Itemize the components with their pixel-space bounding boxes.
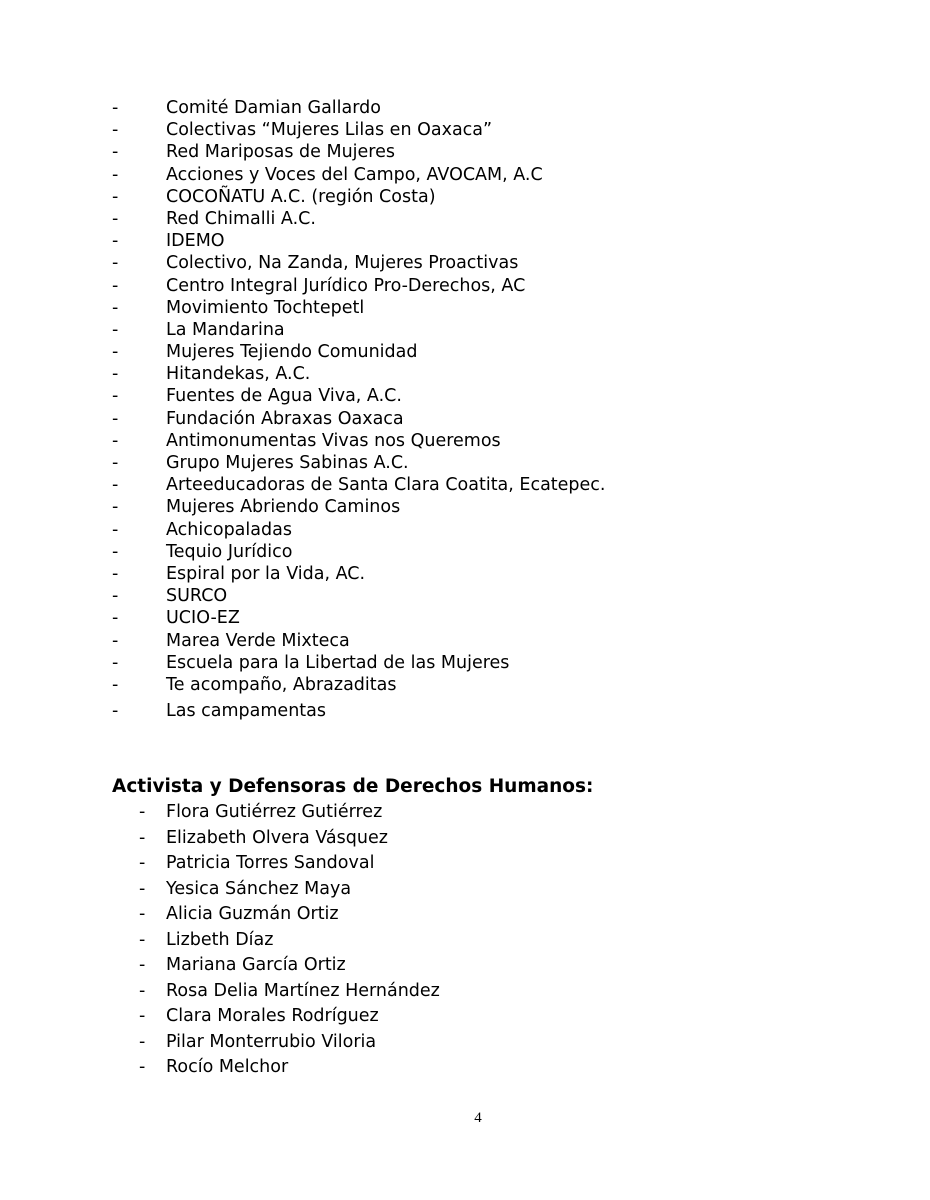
list-dash: - [112, 519, 119, 540]
list-item [0, 452, 930, 474]
organization-name: Antimonumentas Vivas nos Queremos [166, 430, 501, 451]
list-dash: - [112, 186, 119, 207]
list-item [0, 652, 930, 674]
person-name: Lizbeth Díaz [166, 929, 274, 950]
list-item [0, 1055, 930, 1081]
organization-name: Movimiento Tochtepetl [166, 297, 365, 318]
list-item [0, 385, 930, 407]
list-dash: - [112, 386, 119, 407]
list-item [0, 563, 930, 585]
organizations-list [0, 97, 930, 722]
organization-name: SURCO [166, 586, 228, 607]
list-item [0, 474, 930, 496]
list-item [0, 826, 930, 852]
organization-name: Arteeducadoras de Santa Clara Coatita, Ecatepec. [166, 475, 606, 496]
list-dash: - [139, 1057, 146, 1078]
list-item [0, 208, 930, 230]
list-item [0, 186, 930, 208]
person-name: Flora Gutiérrez Gutiérrez [166, 802, 383, 822]
list-dash: - [139, 955, 146, 976]
list-dash: - [139, 853, 146, 874]
list-dash: - [112, 652, 119, 673]
list-item [0, 800, 930, 826]
list-dash: - [139, 827, 146, 848]
list-dash: - [139, 929, 146, 950]
list-item [0, 319, 930, 341]
list-dash: - [112, 475, 119, 496]
organization-name: Achicopaladas [166, 519, 292, 540]
list-item [0, 877, 930, 903]
section-heading: Activista y Defensoras de Derechos Humanos: [112, 776, 594, 797]
list-dash: - [112, 430, 119, 451]
list-dash: - [112, 208, 119, 229]
list-dash: - [112, 453, 119, 473]
list-item [0, 408, 930, 430]
list-item [0, 363, 930, 385]
list-item [0, 585, 930, 607]
list-dash: - [139, 1006, 146, 1027]
defenders-list [0, 800, 930, 1081]
list-item [0, 607, 930, 629]
organization-name: Comité Damian Gallardo [166, 98, 381, 118]
list-dash: - [112, 297, 119, 318]
list-item [0, 519, 930, 541]
list-dash: - [112, 674, 119, 695]
list-dash: - [112, 164, 119, 185]
list-dash: - [112, 408, 119, 429]
person-name: Yesica Sánchez Maya [166, 878, 352, 899]
organization-name: Fuentes de Agua Viva, A.C. [166, 386, 402, 407]
list-dash: - [112, 541, 119, 562]
person-name: Rocío Melchor [166, 1057, 289, 1078]
list-item [0, 1004, 930, 1030]
organization-name: Colectivas “Mujeres Lilas en Oaxaca” [166, 120, 493, 141]
organization-name: Espiral por la Vida, AC. [166, 563, 366, 584]
organization-name: La Mandarina [166, 319, 285, 340]
list-item [0, 696, 930, 722]
list-dash: - [112, 497, 119, 518]
person-name: Mariana García Ortiz [166, 955, 346, 976]
organization-name: Grupo Mujeres Sabinas A.C. [166, 453, 409, 473]
list-item [0, 164, 930, 186]
person-name: Clara Morales Rodríguez [166, 1006, 379, 1027]
list-item [0, 141, 930, 163]
list-item [0, 252, 930, 274]
organization-name: Mujeres Abriendo Caminos [166, 497, 401, 518]
list-item [0, 297, 930, 319]
list-dash: - [112, 275, 119, 296]
list-item [0, 275, 930, 297]
organization-name: Las campamentas [166, 701, 326, 722]
list-dash: - [139, 1031, 146, 1052]
list-dash: - [112, 586, 119, 607]
organization-name: UCIO-EZ [166, 608, 240, 629]
organization-name: Red Mariposas de Mujeres [166, 142, 395, 163]
list-item [0, 119, 930, 141]
list-item [0, 928, 930, 954]
list-dash: - [139, 802, 146, 822]
list-dash: - [112, 342, 119, 363]
list-item [0, 674, 930, 696]
list-dash: - [112, 142, 119, 163]
list-item [0, 1030, 930, 1056]
list-item [0, 953, 930, 979]
list-item [0, 979, 930, 1005]
organization-name: Colectivo, Na Zanda, Mujeres Proactivas [166, 253, 519, 274]
organization-name: Fundación Abraxas Oaxaca [166, 408, 404, 429]
list-dash: - [112, 98, 119, 118]
organization-name: Mujeres Tejiendo Comunidad [166, 342, 418, 363]
organization-name: Red Chimalli A.C. [166, 208, 316, 229]
list-item [0, 851, 930, 877]
organization-name: Tequio Jurídico [166, 541, 293, 562]
list-dash: - [112, 364, 119, 385]
person-name: Elizabeth Olvera Vásquez [166, 827, 388, 848]
organization-name: Hitandekas, A.C. [166, 364, 311, 385]
organization-name: Escuela para la Libertad de las Mujeres [166, 652, 510, 673]
organization-name: Te acompaño, Abrazaditas [166, 674, 397, 695]
person-name: Patricia Torres Sandoval [166, 853, 375, 874]
list-dash: - [139, 980, 146, 1001]
list-item [0, 630, 930, 652]
list-dash: - [112, 319, 119, 340]
list-item [0, 230, 930, 252]
organization-name: IDEMO [166, 231, 225, 252]
list-dash: - [112, 120, 119, 141]
list-dash: - [139, 904, 146, 925]
list-dash: - [112, 608, 119, 629]
person-name: Rosa Delia Martínez Hernández [166, 980, 440, 1001]
list-dash: - [112, 253, 119, 274]
list-dash: - [139, 878, 146, 899]
organization-name: Acciones y Voces del Campo, AVOCAM, A.C [166, 164, 543, 185]
organization-name: Marea Verde Mixteca [166, 630, 350, 651]
person-name: Pilar Monterrubio Viloria [166, 1031, 377, 1052]
list-dash: - [112, 563, 119, 584]
list-item [0, 902, 930, 928]
person-name: Alicia Guzmán Ortiz [166, 904, 339, 925]
list-dash: - [112, 630, 119, 651]
page-number: 4 [474, 1110, 482, 1126]
list-item [0, 430, 930, 452]
list-dash: - [112, 231, 119, 252]
organization-name: Centro Integral Jurídico Pro-Derechos, AC [166, 275, 526, 296]
list-item [0, 341, 930, 363]
list-item [0, 541, 930, 563]
list-dash: - [112, 701, 119, 722]
list-item [0, 496, 930, 518]
list-item [0, 97, 930, 119]
organization-name: COCOÑATU A.C. (región Costa) [166, 186, 436, 207]
